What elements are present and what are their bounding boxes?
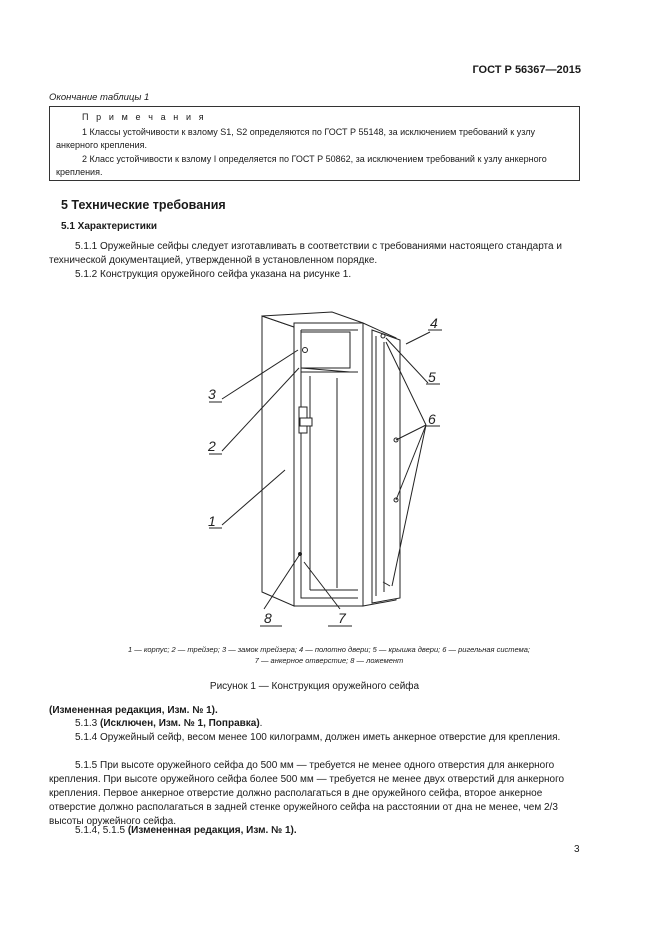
- paragraph-5-1-4: 5.1.4 Оружейный сейф, весом менее 100 килограмм, должен иметь анкерное отверстие для крепления.: [75, 732, 561, 743]
- standard-number: ГОСТ Р 56367—2015: [472, 64, 581, 76]
- p515b-number: 5.1.4, 5.1.5: [75, 825, 126, 836]
- legend-line-2: 7 — анкерное отверстие; 8 — ложемент: [254, 656, 404, 665]
- paragraph-5-1-3: [75, 717, 262, 731]
- p515b-text: (Измененная редакция, Изм. № 1): [127, 825, 294, 836]
- p513-text: (Исключен, Изм. № 1, Поправка): [100, 718, 260, 729]
- edit-note: (Измененная редакция, Изм. № 1).: [49, 705, 218, 716]
- paragraph-5-1-2: 5.1.2 Конструкция оружейного сейфа указана на рисунке 1.: [75, 269, 352, 280]
- safe-body-side: [262, 316, 294, 606]
- safe-front-frame: [294, 323, 363, 606]
- label-1: 1: [208, 513, 216, 529]
- label-7: 7: [338, 610, 346, 626]
- paragraph-5-1-5: 5.1.5 При высоте оружейного сейфа до 500 мм — требуется не менее одного отверстия для анкерного крепления. При высоте оружейного сейфа более 500 мм — требуется не менее двух отверстий для анкерного крепления. Первое анкерное отверстие должно располагаться в дне оружейного сейфа, второе анкерное отверстие должно располагаться в задней стенке оружейного сейфа на расстоянии от дна не менее, чем 2/3 высоты оружейного сейфа.: [49, 760, 565, 827]
- label-3: 3: [208, 386, 216, 402]
- note-2: 2 Класс устойчивости к взлому I определяется по ГОСТ Р 50862, за исключением требований к узлу анкерного крепления.: [56, 154, 547, 177]
- label-2: 2: [208, 438, 216, 454]
- figure-legend: [49, 644, 609, 666]
- table-end-caption: Окончание таблицы 1: [49, 92, 150, 103]
- subsection-heading: 5.1 Характеристики: [61, 221, 158, 232]
- figure-caption: Рисунок 1 — Конструкция оружейного сейфа: [209, 681, 420, 692]
- p513-end: .: [259, 718, 263, 729]
- legend-line-1: 1 — корпус; 2 — трейзер; 3 — замок трейзера; 4 — полотно двери; 5 — крышка двери; 6 — ригельная система;: [128, 645, 530, 654]
- p513-number: 5.1.3: [75, 718, 98, 729]
- label-5: 5: [428, 369, 436, 385]
- p515b-end: .: [293, 825, 297, 836]
- notes-title: П р и м е ч а н и я: [82, 112, 207, 122]
- notes-box: [49, 106, 580, 181]
- safe-figure: [200, 300, 460, 630]
- paragraph-edit-5-1-4-5-1-5: [75, 824, 297, 838]
- label-4: 4: [430, 315, 438, 331]
- section-heading: 5 Технические требования: [61, 198, 226, 212]
- label-6: 6: [428, 411, 436, 427]
- paragraph-5-1-1: 5.1.1 Оружейные сейфы следует изготавливать в соответствии с требованиями настоящего стандарта и технической документацией, утвержденной в установленном порядке.: [49, 241, 562, 266]
- page-number: 3: [574, 844, 580, 855]
- label-8: 8: [264, 610, 272, 626]
- note-1: 1 Классы устойчивости к взлому S1, S2 определяются по ГОСТ Р 55148, за исключением требований к узлу анкерного крепления.: [56, 127, 535, 150]
